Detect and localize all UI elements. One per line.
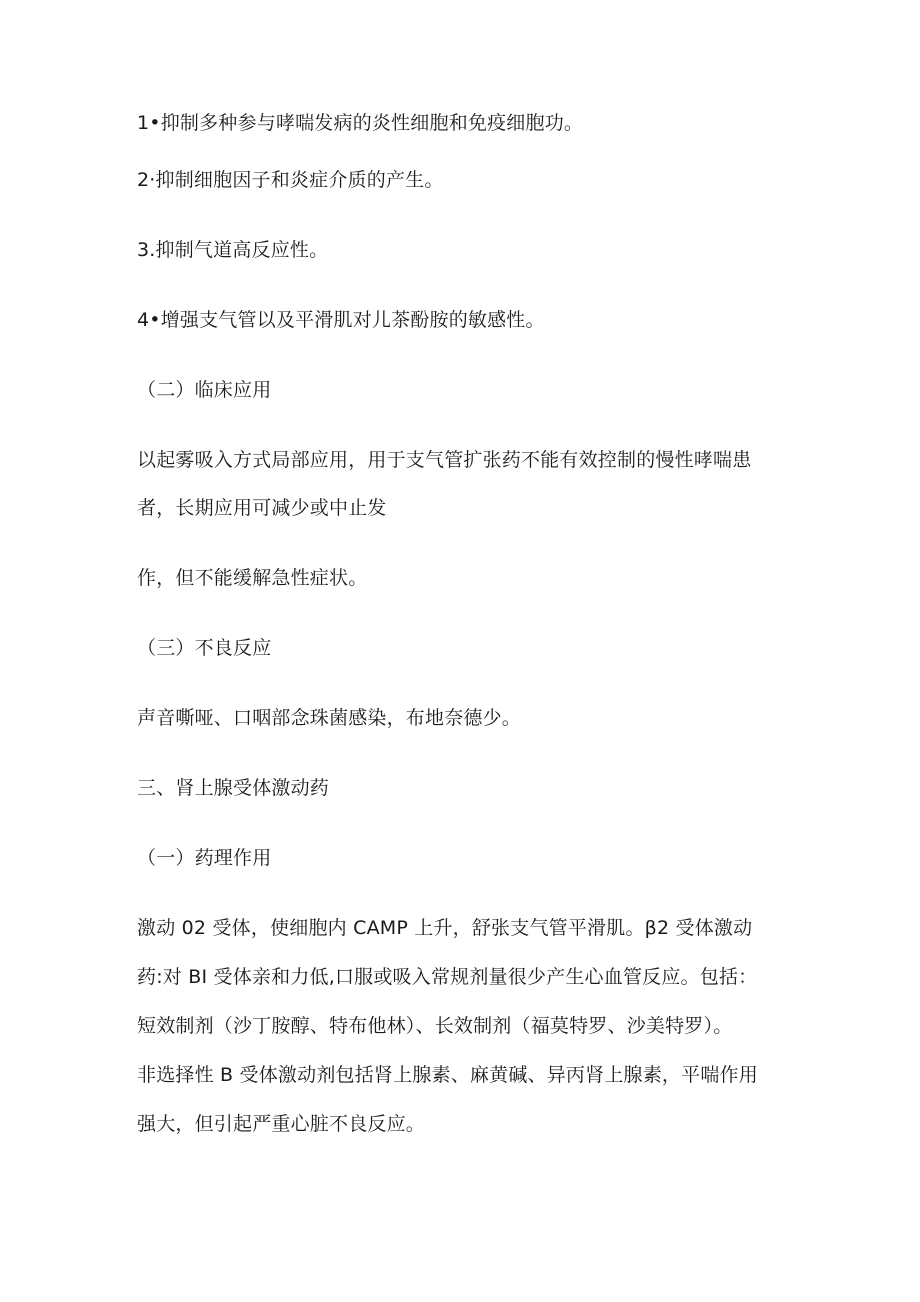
paragraph-pharmacology-line-2: 药:对 BI 受体亲和力低,口服或吸入常规剂量很少产生心血管反应。包括： [137,966,758,988]
paragraph-pharmacology-line-4: 非选择性 B 受体激动剂包括肾上腺素、麻黄碱、异丙肾上腺素，平喘作用 [137,1064,758,1086]
paragraph-pharmacology-line-5: 强大，但引起严重心脏不良反应。 [137,1113,426,1135]
paragraph-clinical-use-line-1: 以起雾吸入方式局部应用，用于支气管扩张药不能有效控制的慢性哮喘患 [137,449,752,471]
paragraph-clinical-use-line-3: 作，但不能缓解急性症状。 [137,567,368,589]
paragraph-clinical-use-line-2: 者，长期应用可减少或中止发 [137,497,387,519]
chapter-heading-adrenergic-agonists: 三、肾上腺受体激动药 [137,777,330,799]
list-item-1: 1•抑制多种参与哮喘发病的炎性细胞和免疫细胞功。 [137,112,584,134]
paragraph-pharmacology-line-1: 激动 02 受体，使细胞内 CAMP 上升，舒张支气管平滑肌。β2 受体激动 [137,917,753,939]
section-heading-adverse-reactions: （三）不良反应 [137,637,272,659]
list-item-4: 4•增强支气管以及平滑肌对儿茶酚胺的敏感性。 [137,309,545,331]
paragraph-adverse-reactions: 声音嘶哑、口咽部念珠菌感染，布地奈德少。 [137,707,522,729]
paragraph-pharmacology-line-3: 短效制剂（沙丁胺醇、特布他林）、长效制剂（福莫特罗、沙美特罗）。 [137,1015,733,1037]
list-item-2: 2·抑制细胞因子和炎症介质的产生。 [137,169,444,191]
section-heading-clinical-use: （二）临床应用 [137,379,272,401]
section-heading-pharmacology: （一）药理作用 [137,847,272,869]
list-item-3: 3.抑制气道高反应性。 [137,239,329,261]
